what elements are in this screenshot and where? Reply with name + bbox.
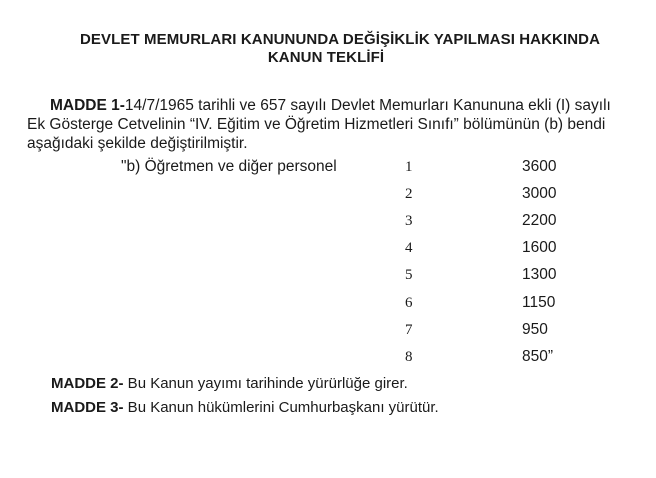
madde-1-line-1 (50, 96, 656, 116)
table-row (0, 239, 656, 261)
document-title-line-2: KANUN TEKLİFİ (267, 49, 385, 66)
madde-1-line-1-text: 14/7/1965 tarihli ve 657 sayılı Devlet Memurları Kanununa ekli (I) sayılı (124, 97, 611, 114)
table-value: 950 (522, 321, 548, 338)
madde-3-line (51, 399, 439, 416)
madde-2-line (51, 375, 408, 392)
madde-2-label: MADDE 2- (51, 375, 124, 392)
madde-1-line-2: Ek Gösterge Cetvelinin “IV. Eğitim ve Öğretim Hizmetleri Sınıfı” bölümünün (b) bendi (27, 116, 606, 133)
table-degree: 8 (405, 349, 413, 365)
table-degree: 6 (405, 295, 413, 311)
table-row (0, 185, 656, 207)
table-row (0, 294, 656, 316)
madde-3-label: MADDE 3- (51, 399, 124, 416)
table-row (0, 266, 656, 288)
table-degree: 1 (405, 159, 413, 175)
table-row (0, 321, 656, 343)
table-row (0, 158, 656, 180)
table-degree: 7 (405, 322, 413, 338)
table-degree: 3 (405, 213, 413, 229)
table-value: 1150 (522, 294, 556, 311)
table-degree: 5 (405, 267, 413, 283)
table-value: 1600 (522, 239, 557, 256)
table-row (0, 212, 656, 234)
table-degree: 4 (405, 240, 413, 256)
madde-1-label: MADDE 1- (50, 97, 125, 114)
madde-1-line-3: aşağıdaki şekilde değiştirilmiştir. (27, 135, 248, 152)
table-value: 1300 (522, 266, 557, 283)
table-value: 3600 (522, 158, 557, 175)
table-category-label: "b) Öğretmen ve diğer personel (121, 158, 337, 175)
table-value: 3000 (522, 185, 557, 202)
table-value: 2200 (522, 212, 557, 229)
table-degree: 2 (405, 186, 413, 202)
madde-2-text: Bu Kanun yayımı tarihinde yürürlüğe girer. (123, 375, 408, 392)
document-title-line-1: DEVLET MEMURLARI KANUNUNDA DEĞİŞİKLİK YAPILMASI HAKKINDA (79, 31, 601, 48)
madde-3-text: Bu Kanun hükümlerini Cumhurbaşkanı yürütür. (123, 399, 439, 416)
table-row (0, 348, 656, 370)
table-value: 850” (522, 348, 554, 365)
